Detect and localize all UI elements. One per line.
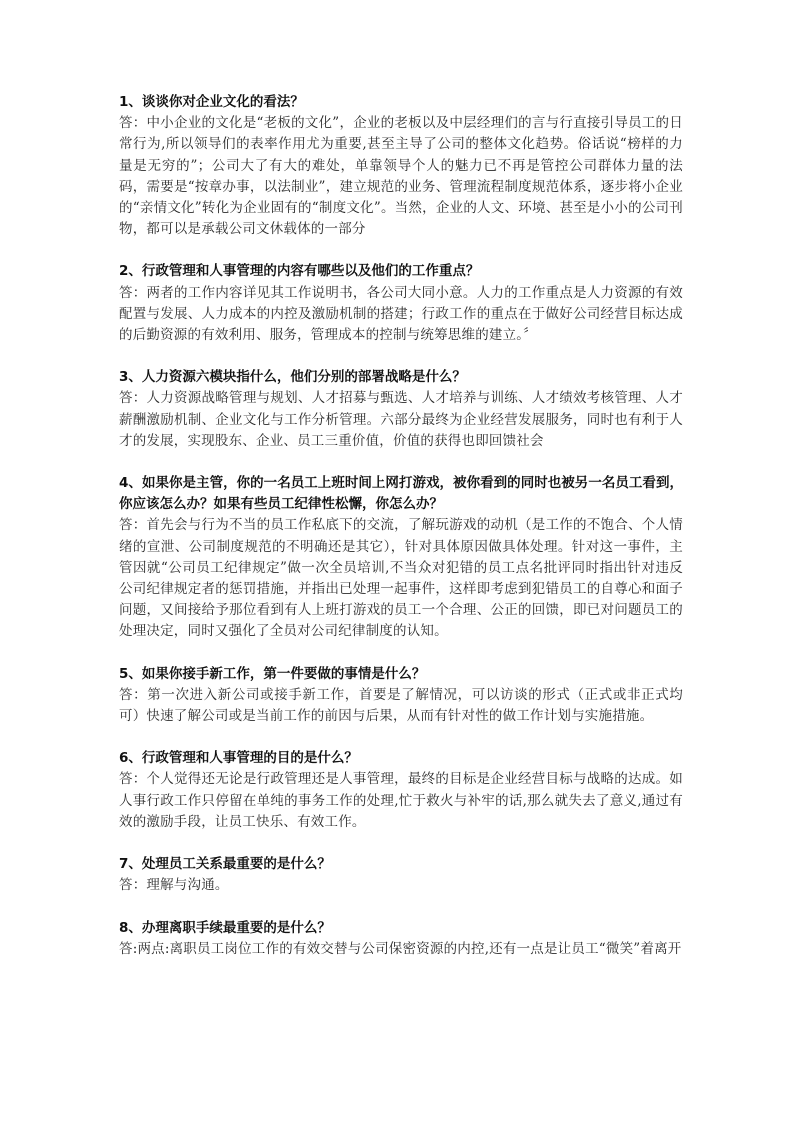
question-heading: 6、行政管理和人事管理的目的是什么？ <box>119 750 358 767</box>
qa-item-2 <box>119 261 683 346</box>
answer-text: 答：两者的工作内容详见其工作说明书，各公司大同小意。人力的工作重点是人力资源的有效配置与发展、人力成本的内控及激励机制的搭建；行政工作的重点在于做好公司经营目标达成的后勤资源的有效利用、服务，管理成本的控制与统筹思维的建立。〞 <box>119 284 683 344</box>
qa-item-7 <box>119 854 683 896</box>
question-heading: 8、办理离职手续最重要的是什么？ <box>119 919 331 936</box>
question-heading: 4、如果你是主管，你的一名员工上班时间上网打游戏，被你看到的同时也被另一名员工看到，你应该怎么办？如果有些员工纪律性松懈，你怎么办？ <box>119 475 683 513</box>
answer-text: 答：首先会与行为不当的员工作私底下的交流，了解玩游戏的动机（是工作的不饱合、个人情绪的宣泄、公司制度规范的不明确还是其它），针对具体原因做具体处理。针对这一事件，主管因就“公司员工纪律规定”做一次全员培训,不当众对犯错的员工点名批评同时指出针对违反公司纪律规定者的惩罚措施，并指出已处理一起事件，这样即考虑到犯错员工的自尊心和面子问题，又间接给予那位看到有人上班打游戏的员工一个合理、公正的回馈，即已对问题员工的处理决定，同时又强化了全员对公司纪律制度的认知。 <box>119 517 683 640</box>
answer-text: 答：第一次进入新公司或接手新工作，首要是了解情况，可以访谈的形式（正式或非正式均可）快速了解公司或是当前工作的前因与后果，从而有针对性的做工作计划与实施措施。 <box>119 686 683 725</box>
qa-item-6 <box>119 748 683 833</box>
answer-text: 答：个人觉得还无论是行政管理还是人事管理，最终的目标是企业经营目标与战略的达成。如人事行政工作只停留在单纯的事务工作的处理,忙于救火与补牢的话,那么就失去了意义,通过有效的激励手段，让员工快乐、有效工作。 <box>119 771 683 830</box>
answer-text: 答:两点:离职员工岗位工作的有效交替与公司保密资源的内控,还有一点是让员工“微笑”着离开 <box>119 940 682 957</box>
question-heading: 2、行政管理和人事管理的内容有哪些以及他们的工作重点？ <box>119 263 480 280</box>
answer-text: 答：中小企业的文化是“老板的文化”，企业的老板以及中层经理们的言与行直接引导员工的日常行为,所以领导们的表率作用尤为重要,甚至主导了公司的整体文化趋势。俗话说“榜样的力量是无穷的”；公司大了有大的难处，单靠领导个人的魅力已不再是管控公司群体力量的法码，需要是“按章办事，以法制业”，建立规范的业务、管理流程制度规范体系，逐步将小企业的“亲情文化”转化为企业固有的“制度文化”。当然，企业的人文、环境、甚至是小小的公司刊物，都可以是承载公司文休载体的一部分 <box>119 115 683 238</box>
question-heading: 1、谈谈你对企业文化的看法？ <box>119 94 304 110</box>
qa-item-4 <box>119 473 683 643</box>
question-heading: 7、处理员工关系最重要的是什么？ <box>119 856 331 873</box>
qa-item-8 <box>119 918 683 960</box>
question-heading: 5、如果你接手新工作，第一件要做的事情是什么？ <box>119 665 426 682</box>
answer-text: 答：理解与沟通。 <box>119 877 229 894</box>
qa-item-1 <box>119 92 683 240</box>
answer-text: 答：人力资源战略管理与规划、人才招募与甄选、人才培养与训练、人才绩效考核管理、人才薪酬激励机制、企业文化与工作分析管理。六部分最终为企业经营发展服务，同时也有利于人才的发展，实现股东、企业、员工三重价值，价值的获得也即回馈社会 <box>119 390 683 449</box>
document-page <box>119 92 683 981</box>
qa-item-3 <box>119 367 683 452</box>
question-heading: 3、人力资源六模块指什么，他们分别的部署战略是什么？ <box>119 369 466 386</box>
qa-item-5 <box>119 664 683 728</box>
